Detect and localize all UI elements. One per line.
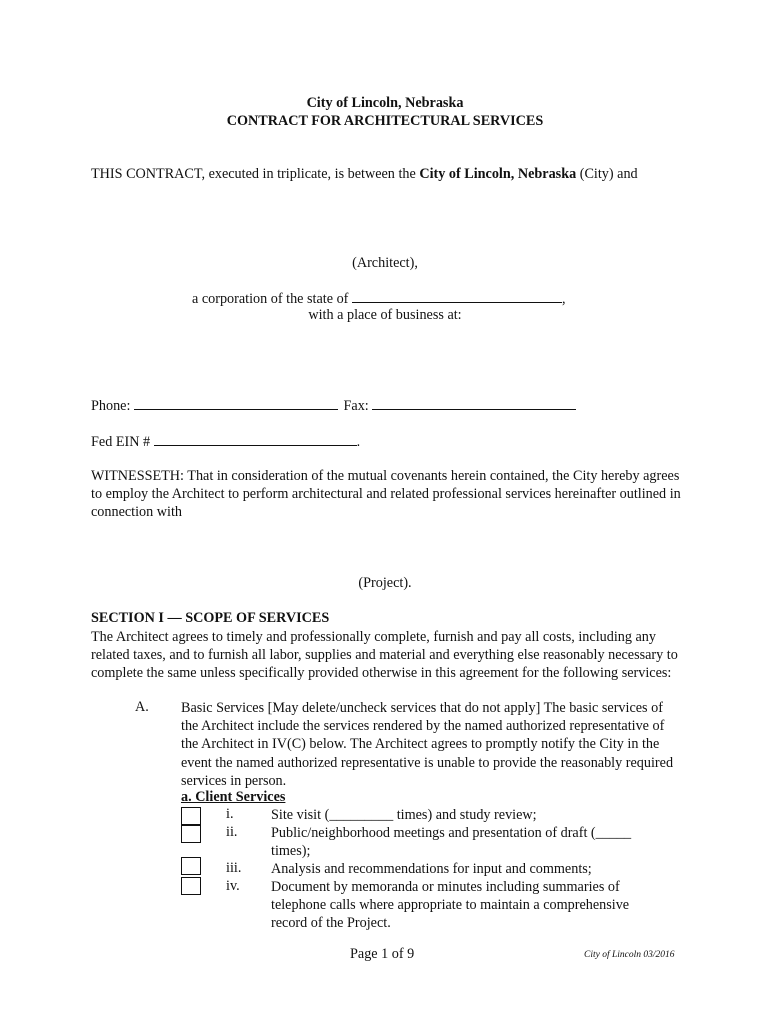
intro-prefix: THIS CONTRACT, executed in triplicate, is between the [91,166,420,182]
checkbox-analysis[interactable] [181,857,201,875]
item-ii-text: Public/neighborhood meetings and presentation of draft (_____ times); [271,825,632,860]
item-a-text: Basic Services [May delete/uncheck services that do not apply] The basic services of the Architect include the services rendered by the named authorized representative of the Architect in IV(C) below. The Architect agrees to promptly notify the City in the event the named authorized representative is unable to provide the reasonably required services in person. [181,700,674,789]
fed-ein-label: Fed EIN # [91,434,154,450]
item-a-letter: A. [135,699,149,715]
section-1-heading: SECTION I — SCOPE OF SERVICES [91,610,330,626]
item-i-number: i. [226,806,234,822]
item-iii-number: iii. [226,860,242,876]
fed-ein-suffix: . [356,434,361,450]
fed-ein-blank-field[interactable] [154,433,357,446]
witnesseth-paragraph: WITNESSETH: That in consideration of the mutual covenants herein contained, the City hereby agrees to employ the Architect to perform architectural and related professional services hereinafter outlined in connection with [91,468,681,521]
corporation-line [192,290,566,308]
corporation-suffix: , [561,291,566,307]
item-iii-text: Analysis and recommendations for input and comments; [271,861,592,877]
document-title-contract: CONTRACT FOR ARCHITECTURAL SERVICES [226,113,544,129]
fax-label: Fax: [343,398,373,414]
state-blank-field[interactable] [352,290,562,303]
phone-fax-line [91,397,576,415]
section-1-body: The Architect agrees to timely and professionally complete, furnish and pay all costs, including any related taxes, and to furnish all labor, supplies and material and everything else reasonably necessary to complete the same unless specifically provided otherwise in this agreement for the following services: [91,629,678,682]
intro-suffix: (City) and [576,166,638,182]
footer-revision-note: City of Lincoln 03/2016 [584,950,675,960]
checkbox-site-visit[interactable] [181,807,201,825]
item-iv-text: Document by memoranda or minutes including summaries of telephone calls where appropriate to maintain a comprehensive record of the Project. [271,879,630,932]
phone-label: Phone: [91,398,134,414]
client-services-heading [181,789,285,806]
item-i-text: Site visit (_________ times) and study review; [271,807,537,823]
document-title-city: City of Lincoln, Nebraska [306,95,464,111]
item-ii-number: ii. [226,824,238,840]
phone-blank-field[interactable] [134,397,338,410]
checkbox-public-meetings[interactable] [181,825,201,843]
page-number: Page 1 of 9 [350,946,415,962]
place-of-business-label: with a place of business at: [308,307,462,323]
intro-paragraph [91,166,638,183]
fax-blank-field[interactable] [372,397,576,410]
checkbox-documentation[interactable] [181,877,201,895]
corporation-prefix: a corporation of the state of [192,291,352,307]
intro-city-name: City of Lincoln, Nebraska [419,166,577,182]
project-label: (Project). [358,575,412,591]
item-iv-number: iv. [226,878,240,894]
client-services-label: a. Client Services [181,789,286,805]
fed-ein-line [91,433,360,451]
architect-label: (Architect), [352,255,418,271]
